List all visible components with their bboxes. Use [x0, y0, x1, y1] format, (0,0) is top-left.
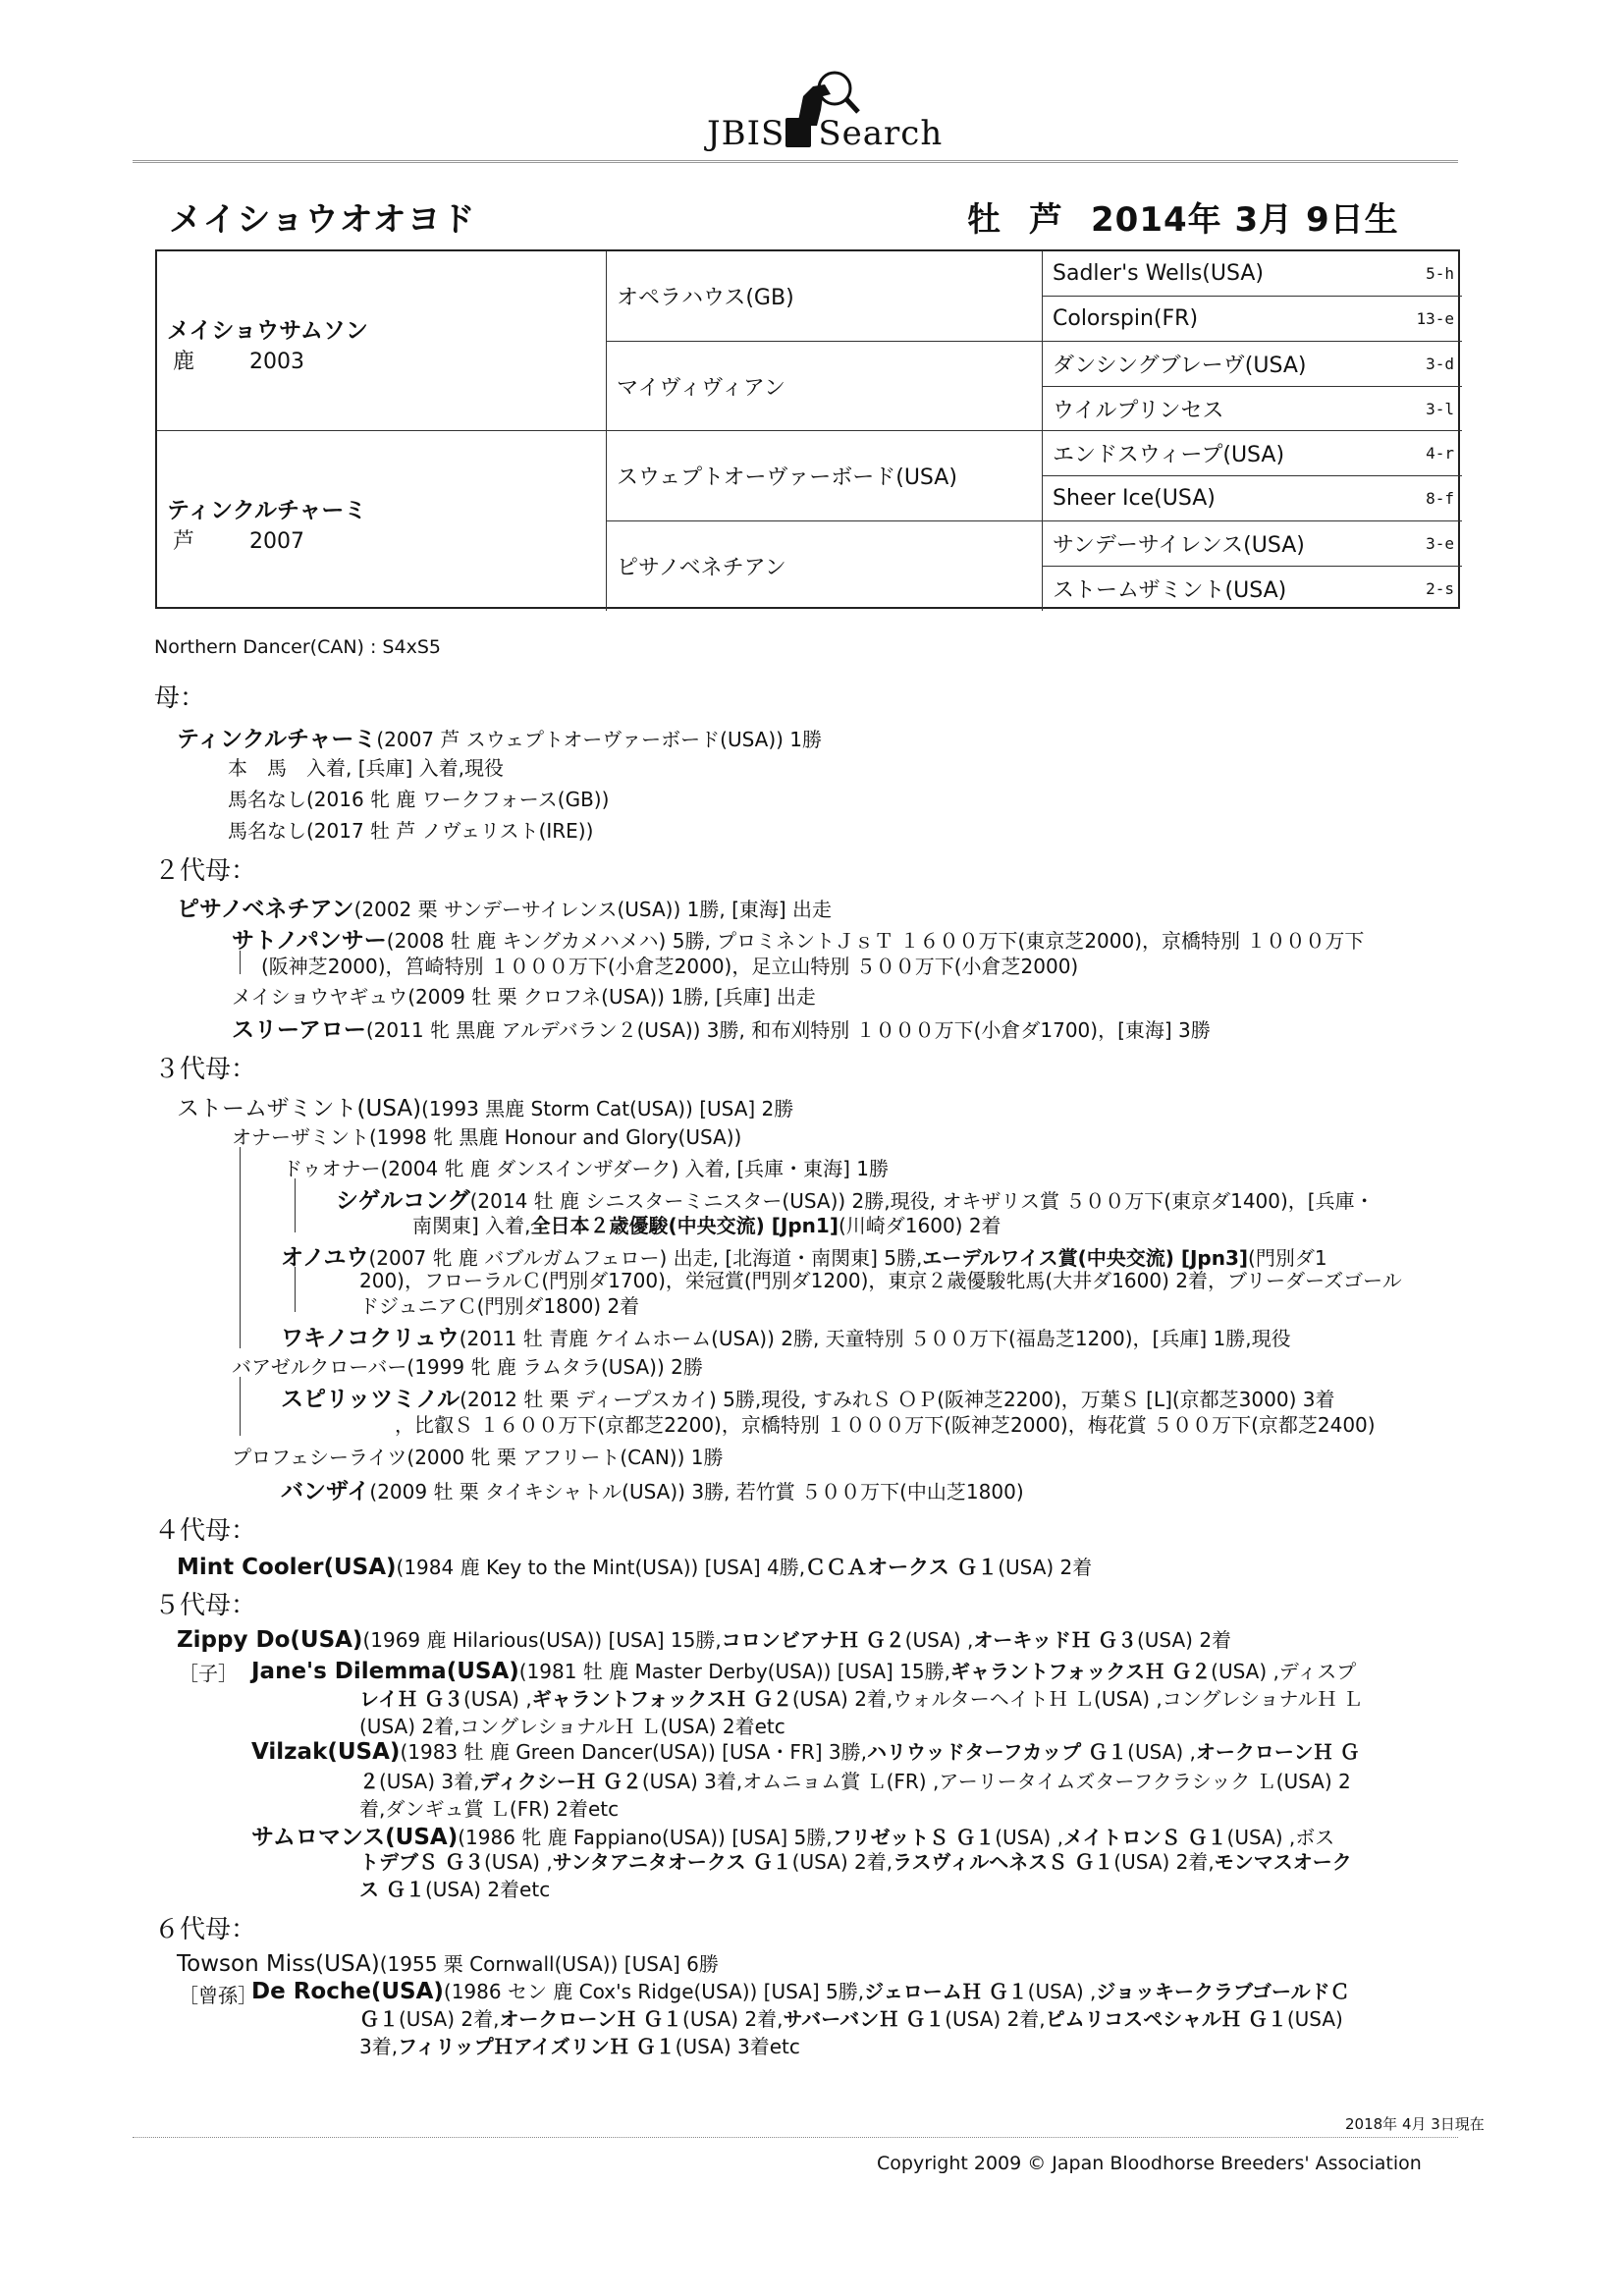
gen6-dam-line: Towson Miss(USA)(1955 栗 Cornwall(USA)) [USA] 6勝	[177, 1951, 719, 1977]
dam-info: 芦 2007	[173, 529, 305, 554]
pedigree-sire[interactable]	[157, 251, 607, 431]
gen6-offspring-deroche-cont1: Ｇ１(USA) 2着,オークローンＨ Ｇ１(USA) 2着,サバーバンＨ Ｇ１(USA) 2着,ピムリコスペシャルＨ Ｇ１(USA)	[359, 2007, 1343, 2031]
gen3-offspring-onoyu: オノユウ(2007 牝 鹿 バブルガムフェロー) 出走, [北海道・南関東] 5勝,エーデルワイス賞(中央交流) [Jpn3](門別ダ1	[281, 1245, 1327, 1271]
gen2-offspring-3: スリーアロー(2011 牝 黒鹿 アルデバラン２(USA)) 3勝, 和布刈特別 １０００万下(小倉ダ1700)，[東海] 3勝	[232, 1017, 1211, 1043]
gen6-offspring-deroche: De Roche(USA)(1986 セン 鹿 Cox's Ridge(USA)) [USA] 5勝,ジェロームＨ Ｇ１(USA) ,ジョッキークラブゴールドＣ	[251, 1979, 1350, 2004]
section-gen3-dam: ３代母：	[154, 1055, 257, 1084]
pedigree-table	[155, 249, 1460, 609]
gen5-offspring-vilzak: Vilzak(USA)(1983 牡 鹿 Green Dancer(USA)) [USA・FR] 3勝,ハリウッドターフカップ Ｇ１(USA) ,オークローンＨ Ｇ	[251, 1739, 1360, 1765]
pedigree-gen2-4[interactable]: ピサノベネチアン	[607, 521, 1043, 611]
dam-offspring-1: 本 馬 入着, [兵庫] 入着,現役	[228, 756, 505, 780]
header-rule	[133, 160, 1458, 163]
gen3-granddaughter-1: ドゥオナー(2004 牝 鹿 ダンスインザダーク) 入着, [兵庫・東海] 1勝	[283, 1157, 890, 1180]
gen5-offspring-samromance: サムロマンス(USA)(1986 牝 鹿 Fappiano(USA)) [USA] 5勝,フリゼットＳ Ｇ１(USA) ,メイトロンＳ Ｇ１(USA) ,ボス	[251, 1825, 1335, 1850]
gen5-offspring-samromance-cont1: トデブＳ Ｇ３(USA) ,サンタアニタオークス Ｇ１(USA) 2着,ラスヴィルヘネスＳ Ｇ１(USA) 2着,モンマスオーク	[359, 1850, 1352, 1874]
pedigree-gen3-2[interactable]: Colorspin(FR) 13-e	[1053, 306, 1454, 332]
section-gen6-dam: ６代母：	[154, 1915, 257, 1944]
section-gen5-dam: ５代母：	[154, 1591, 257, 1620]
gen2-dam-line: ピサノベネチアン(2002 栗 サンデーサイレンス(USA)) 1勝, [東海] 出走	[177, 897, 833, 922]
logo-badge	[785, 118, 811, 147]
section-gen2-dam: ２代母：	[154, 856, 257, 886]
label-child: ［子］	[179, 1662, 238, 1685]
dam-line: ティンクルチャーミ(2007 芦 スウェプトオーヴァーボード(USA)) 1勝	[177, 727, 823, 752]
gen5-offspring-janes-cont1: レイＨ Ｇ３(USA) ,ギャラントフォックスＨ Ｇ２(USA) 2着,ウォルターヘイトＨ Ｌ(USA) ,コングレショナルＨ Ｌ	[359, 1687, 1363, 1711]
horse-sex: 牡	[967, 200, 1001, 240]
as-of-date: 2018年 4月 3日現在	[1345, 2115, 1485, 2133]
pedigree-gen3-5[interactable]: エンドスウィープ(USA) 4-r	[1053, 443, 1454, 468]
horse-birth: 2014年 3月 9日生	[1091, 200, 1399, 240]
gen2-offspring-1-cont: (阪神芝2000)，筥崎特別 １０００万下(小倉芝2000)，足立山特別 ５００万下(小倉芝2000)	[261, 955, 1079, 978]
logo-text	[707, 114, 943, 153]
dam-name: ティンクルチャーミ	[167, 498, 367, 523]
sire-info: 鹿 2003	[173, 350, 305, 374]
gen3-daughter-3: プロフェシーライツ(2000 牝 栗 アフリート(CAN)) 1勝	[232, 1446, 724, 1469]
gen5-dam-line: Zippy Do(USA)(1969 鹿 Hilarious(USA)) [USA] 15勝,コロンビアナＨ Ｇ２(USA) ,オーキッドＨ Ｇ３(USA) 2着	[177, 1627, 1232, 1653]
gen3-offspring-shigeru-cont: 南関東] 入着,全日本２歳優駿(中央交流) [Jpn1](川崎ダ1600) 2着	[412, 1214, 1001, 1237]
gen2-offspring-2: メイショウヤギュウ(2009 牡 栗 クロフネ(USA)) 1勝, [兵庫] 出走	[232, 985, 816, 1009]
pedigree-gen2-2[interactable]: マイヴィヴィアン	[607, 342, 1043, 431]
pedigree-gen3-7[interactable]: サンデーサイレンス(USA) 3-e	[1053, 532, 1454, 558]
section-gen4-dam: ４代母：	[154, 1516, 257, 1546]
gen3-offspring-spirits: スピリッツミノル(2012 牡 栗 ディープスカイ) 5勝,現役, すみれＳ ＯＰ(阪神芝2200)，万葉Ｓ [L](京都芝3000) 3着	[281, 1387, 1335, 1412]
gen5-offspring-janes-cont2: (USA) 2着,コングレショナルＨ Ｌ(USA) 2着etc	[359, 1715, 785, 1738]
dam-offspring-2: 馬名なし(2016 牝 鹿 ワークフォース(GB))	[228, 788, 610, 811]
gen3-daughter-2: バアゼルクローバー(1999 牝 鹿 ラムタラ(USA)) 2勝	[232, 1355, 703, 1379]
pedigree-gen3-4[interactable]: ウイルプリンセス 3-l	[1053, 398, 1454, 423]
gen3-offspring-wakino: ワキノコクリュウ(2011 牡 青鹿 ケイムホーム(USA)) 2勝, 天童特別 ５００万下(福島芝1200)，[兵庫] 1勝,現役	[281, 1326, 1291, 1351]
gen5-offspring-janes: Jane's Dilemma(USA)(1981 牡 鹿 Master Derby(USA)) [USA] 15勝,ギャラントフォックスＨ Ｇ２(USA) ,ディスプ	[251, 1659, 1357, 1684]
pedigree-gen2-3[interactable]: スウェプトオーヴァーボード(USA)	[607, 431, 1043, 520]
inbreeding-note: Northern Dancer(CAN) : S4xS5	[154, 636, 441, 658]
pedigree-gen3-3[interactable]: ダンシングブレーヴ(USA) 3-d	[1053, 353, 1454, 378]
pedigree-gen2-1[interactable]: オペラハウス(GB)	[607, 251, 1043, 341]
gen3-offspring-onoyu-cont1: 200)，フローラルＣ(門別ダ1700)，栄冠賞(門別ダ1200)，東京２歳優駿牝馬(大井ダ1600) 2着，ブリーダーズゴール	[359, 1269, 1402, 1292]
horse-color: 芦	[1029, 200, 1063, 240]
gen5-offspring-vilzak-cont2: 着,ダンギュ賞 Ｌ(FR) 2着etc	[359, 1797, 620, 1821]
gen3-offspring-spirits-cont: ，比叡Ｓ １６００万下(京都芝2200)，京橋特別 １０００万下(阪神芝2000)，梅花賞 ５００万下(京都芝2400)	[395, 1413, 1376, 1437]
gen4-dam-line: Mint Cooler(USA)(1984 鹿 Key to the Mint(USA)) [USA] 4勝,ＣＣＡオークス Ｇ１(USA) 2着	[177, 1555, 1093, 1580]
dam-offspring-3: 馬名なし(2017 牡 芦 ノヴェリスト(IRE))	[228, 819, 594, 843]
gen3-dam-line: ストームザミント(USA)(1993 黒鹿 Storm Cat(USA)) [USA] 2勝	[177, 1096, 794, 1121]
gen5-offspring-samromance-cont2: ス Ｇ１(USA) 2着etc	[359, 1878, 551, 1901]
gen2-offspring-1: サトノパンサー(2008 牡 鹿 キングカメハメハ) 5勝, プロミネントＪｓＴ １６００万下(東京芝2000)，京橋特別 １０００万下	[232, 928, 1365, 954]
pedigree-gen3-8[interactable]: ストームザミント(USA) 2-s	[1053, 577, 1454, 603]
section-dam: 母：	[154, 683, 206, 713]
pedigree-gen3-1[interactable]: Sadler's Wells(USA) 5-h	[1053, 261, 1454, 287]
logo-search: Search	[818, 114, 944, 153]
pedigree-gen3-6[interactable]: Sheer Ice(USA) 8-f	[1053, 486, 1454, 512]
footer-rule	[133, 2137, 1458, 2138]
logo-jbis: JBIS	[707, 114, 785, 153]
gen3-daughter-1: オナーザミント(1998 牝 黒鹿 Honour and Glory(USA))	[232, 1125, 742, 1149]
gen6-offspring-deroche-cont2: 3着,フィリップＨアイズリンＨ Ｇ１(USA) 3着etc	[359, 2035, 800, 2058]
label-great-grandchild: ［曾孫］	[179, 1984, 257, 2007]
jbis-search-logo	[687, 67, 943, 155]
horse-info	[967, 192, 1427, 241]
horse-name: メイショウオオヨド	[169, 200, 476, 240]
gen3-offspring-banzai: バンザイ(2009 牡 栗 タイキシャトル(USA)) 3勝, 若竹賞 ５００万下(中山芝1800)	[281, 1479, 1024, 1504]
gen3-offspring-shigeru: シゲルコング(2014 牡 鹿 シニスターミニスター(USA)) 2勝,現役, オキザリス賞 ５００万下(東京ダ1400)，[兵庫・	[336, 1188, 1375, 1214]
pedigree-dam[interactable]	[157, 431, 607, 611]
gen3-offspring-onoyu-cont2: ドジュニアＣ(門別ダ1800) 2着	[359, 1294, 640, 1318]
copyright: Copyright 2009 © Japan Bloodhorse Breeders' Association	[877, 2153, 1422, 2174]
gen5-offspring-vilzak-cont1: ２(USA) 3着,ディクシーＨ Ｇ２(USA) 3着,オムニョム賞 Ｌ(FR) ,アーリータイムズターフクラシック Ｌ(USA) 2	[359, 1770, 1351, 1793]
sire-name: メイショウサムソン	[167, 318, 368, 344]
